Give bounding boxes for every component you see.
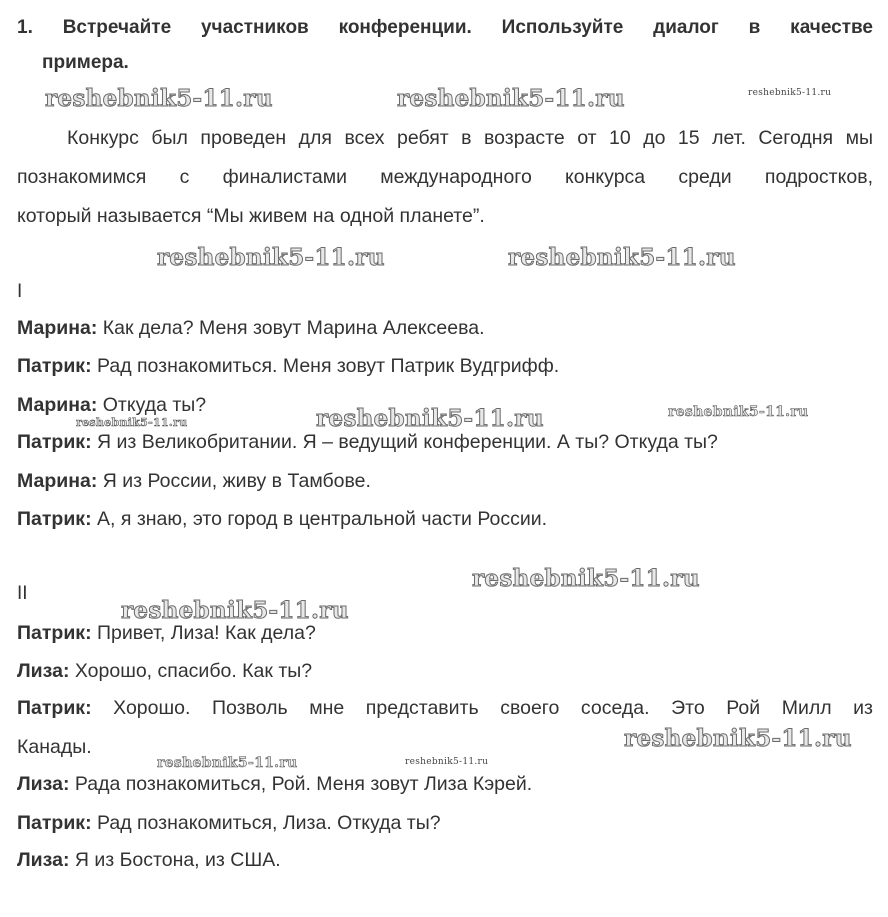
intro-paragraph bbox=[17, 119, 873, 236]
speaker-name: Марина: bbox=[17, 470, 98, 492]
intro-line: который называется “Мы живем на одной планете”. bbox=[17, 205, 485, 227]
speaker-name: Лиза: bbox=[17, 849, 70, 871]
speech-text: Откуда ты? bbox=[97, 394, 207, 416]
intro-line: Конкурс был проведен для всех ребят в возрасте от 10 до 15 лет. Сегодня мы bbox=[67, 127, 873, 149]
speech-text: Я из Бостона, из США. bbox=[69, 849, 281, 871]
speaker-name: Марина: bbox=[17, 317, 98, 339]
task-heading bbox=[17, 10, 873, 80]
speaker-name: Лиза: bbox=[17, 773, 70, 795]
watermark: reshebnik5-11.ru bbox=[472, 565, 700, 592]
dialog-line bbox=[17, 621, 316, 645]
speaker-name: Патрик: bbox=[17, 355, 92, 377]
watermark: reshebnik5-11.ru bbox=[397, 85, 625, 112]
speaker-name: Патрик: bbox=[17, 622, 92, 644]
dialog-line bbox=[17, 469, 371, 493]
speaker-name: Лиза: bbox=[17, 660, 70, 682]
dialog-line bbox=[17, 354, 559, 378]
speech-text-continued: Канады. bbox=[17, 736, 92, 758]
speaker-name: Патрик: bbox=[17, 431, 92, 453]
watermark: reshebnik5-11.ru bbox=[668, 404, 809, 420]
speaker-name: Патрик: bbox=[17, 508, 92, 530]
dialog-line bbox=[17, 848, 281, 872]
speech-text: Рада познакомиться, Рой. Меня зовут Лиза Кэрей. bbox=[69, 773, 533, 795]
watermark: reshebnik5-11.ru bbox=[748, 88, 832, 98]
task-number: 1. bbox=[17, 17, 33, 38]
dialog-line bbox=[17, 430, 718, 454]
dialog-line bbox=[17, 393, 206, 417]
speaker-name: Патрик: bbox=[17, 812, 92, 834]
speech-text: Хорошо, спасибо. Как ты? bbox=[69, 660, 313, 682]
dialog-line bbox=[17, 316, 485, 340]
watermark: reshebnik5-11.ru bbox=[121, 597, 349, 624]
dialog-1-label: I bbox=[17, 281, 23, 302]
watermark: reshebnik5-11.ru bbox=[405, 757, 489, 767]
speech-text: Я из Великобритании. Я – ведущий конференции. А ты? Откуда ты? bbox=[91, 431, 718, 453]
dialog-line bbox=[17, 659, 312, 683]
speaker-name: Патрик: bbox=[17, 697, 92, 719]
speech-text: А, я знаю, это город в центральной части России. bbox=[91, 508, 548, 530]
watermark: reshebnik5-11.ru bbox=[624, 725, 852, 752]
dialog-line bbox=[17, 507, 547, 531]
speech-text: Рад познакомиться, Лиза. Откуда ты? bbox=[91, 812, 441, 834]
speech-text: Как дела? Меня зовут Марина Алексеева. bbox=[97, 317, 485, 339]
task-text-line2: примера. bbox=[42, 52, 129, 73]
dialog-2-label: II bbox=[17, 583, 28, 604]
task-text-line1: Встречайте участников конференции. Используйте диалог в качестве bbox=[62, 17, 873, 38]
watermark: reshebnik5-11.ru bbox=[45, 85, 273, 112]
watermark: reshebnik5-11.ru bbox=[508, 244, 736, 271]
intro-line: познакомимся с финалистами международного конкурса среди подростков, bbox=[17, 166, 873, 188]
speech-text: Рад познакомиться. Меня зовут Патрик Вудгрифф. bbox=[91, 355, 560, 377]
dialog-line bbox=[17, 772, 532, 796]
dialog-line bbox=[17, 811, 441, 835]
speech-text: Привет, Лиза! Как дела? bbox=[91, 622, 316, 644]
watermark: reshebnik5-11.ru bbox=[157, 244, 385, 271]
watermark: reshebnik5-11.ru bbox=[316, 405, 544, 432]
watermark: reshebnik5-11.ru bbox=[157, 755, 298, 771]
speech-text: Хорошо. Позволь мне представить своего соседа. Это Рой Милл из bbox=[91, 697, 873, 719]
speaker-name: Марина: bbox=[17, 394, 98, 416]
speech-text: Я из России, живу в Тамбове. bbox=[97, 470, 371, 492]
watermark: reshebnik5-11.ru bbox=[76, 416, 188, 429]
